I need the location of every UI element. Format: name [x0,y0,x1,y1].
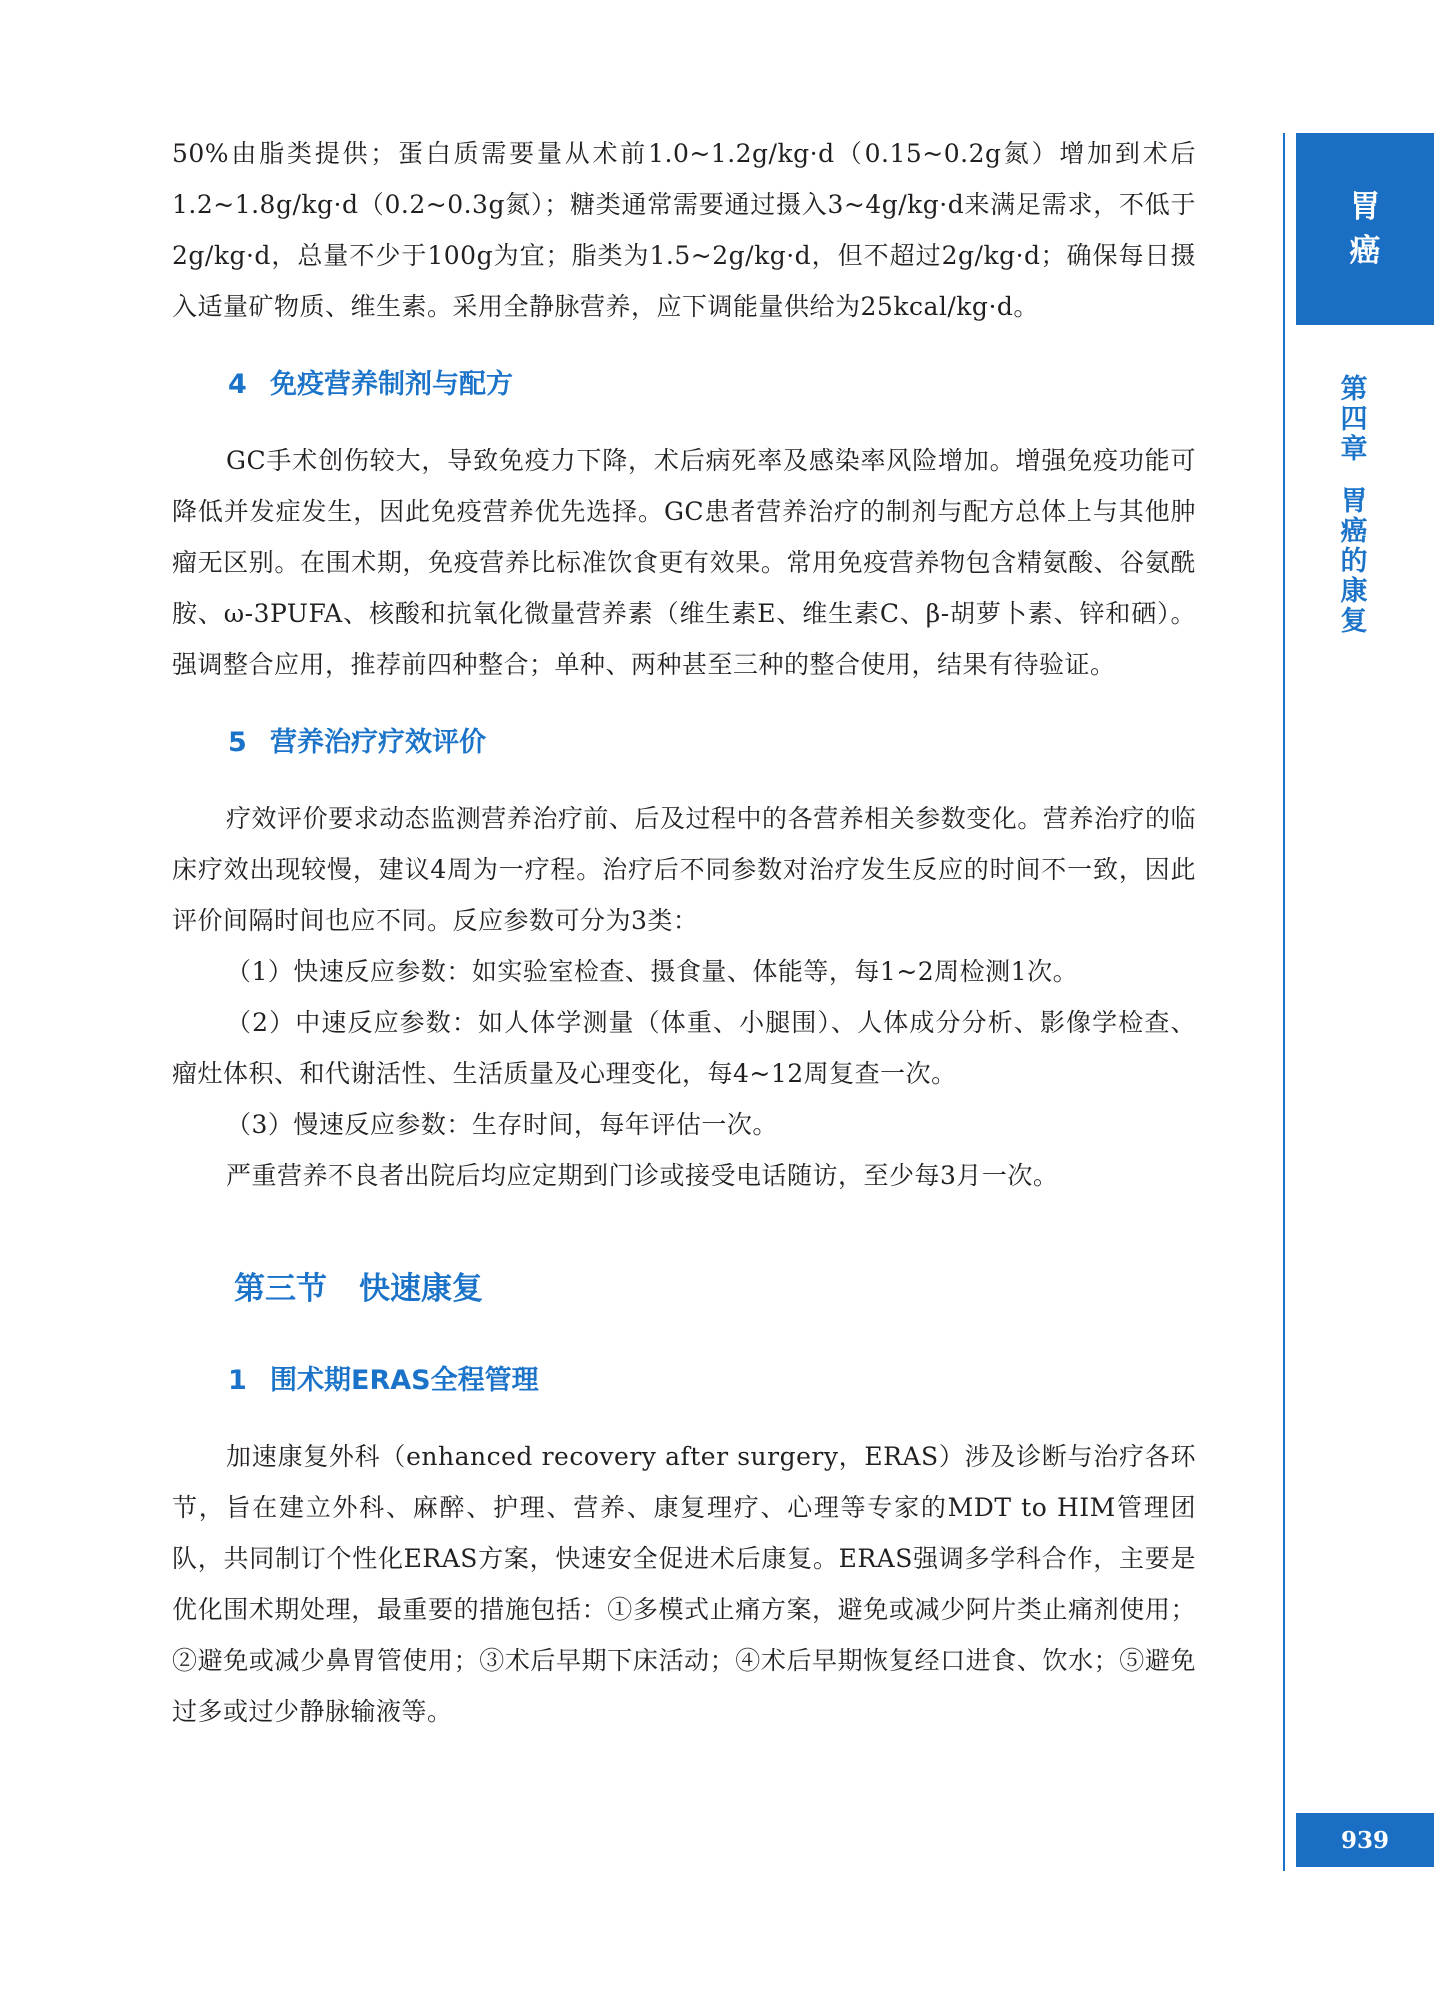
chapter-char: 康 [1340,576,1368,607]
section-heading [172,1259,1196,1319]
side-tab-line2: 癌 [1349,233,1381,269]
heading-title: 营养治疗疗效评价 [270,727,486,758]
chapter-char: 胃 [1340,486,1368,517]
side-tab-line1: 胃 [1349,189,1381,225]
chapter-char: 癌 [1340,516,1368,547]
heading-number: 4 [228,369,247,400]
sec5-closing: 严重营养不良者出院后均应定期到门诊或接受电话随访，至少每3月一次。 [226,1161,1059,1190]
chapter-char: 章 [1340,434,1368,465]
chapter-label [1336,375,1372,637]
heading-number: 1 [228,1365,247,1396]
side-tab [1296,133,1434,325]
sec1-body: 加速康复外科（enhanced recovery after surgery，ERAS）涉及诊断与治疗各环节，旨在建立外科、麻醉、护理、营养、康复理疗、心理等专家的MDT to HIM管理团队，共同制订个性化ERAS方案，快速安全促进术后康复。ERAS强调多学科合作，主要是优化围术期处理，最重要的措施包括：①多模式止痛方案，避免或减少阿片类止痛剂使用；②避免或减少鼻胃管使用；③术后早期下床活动；④术后早期恢复经口进食、饮水；⑤避免过多或过少静脉输液等。 [172,1442,1196,1726]
section-label: 第三节 [234,1271,327,1307]
sec5-item-3: （3）慢速反应参数：生存时间，每年评估一次。 [226,1110,778,1139]
main-text [172,128,1196,1737]
chapter-char: 第 [1340,374,1368,405]
intro-paragraph: 50%由脂类提供；蛋白质需要量从术前1.0~1.2g/kg·d（0.15~0.2g氮）增加到术后1.2~1.8g/kg·d（0.2~0.3g氮）；糖类通常需要通过摄入3~4g/kg·d来满足需求，不低于2g/kg·d，总量不少于100g为宜；脂类为1.5~2g/kg·d，但不超过2g/kg·d；确保每日摄入适量矿物质、维生素。采用全静脉营养，应下调能量供给为25kcal/kg·d。 [172,139,1196,321]
sec4-body: GC手术创伤较大，导致免疫力下降，术后病死率及感染率风险增加。增强免疫功能可降低并发症发生，因此免疫营养优先选择。GC患者营养治疗的制剂与配方总体上与其他肿瘤无区别。在围术期，免疫营养比标准饮食更有效果。常用免疫营养物包含精氨酸、谷氨酰胺、ω-3PUFA、核酸和抗氧化微量营养素（维生素E、维生素C、β-胡萝卜素、锌和硒）。强调整合应用，推荐前四种整合；单种、两种甚至三种的整合使用，结果有待验证。 [172,446,1196,679]
chapter-spacer [1336,465,1372,487]
page-number: 939 [1296,1813,1434,1867]
chapter-char: 四 [1340,404,1368,435]
section-title: 快速康复 [359,1271,483,1307]
heading-sec5 [172,717,1196,768]
margin-rule [1283,133,1285,1871]
chapter-char: 的 [1340,546,1368,577]
heading-title: 围术期ERAS全程管理 [270,1365,539,1396]
sec5-body: 疗效评价要求动态监测营养治疗前、后及过程中的各营养相关参数变化。营养治疗的临床疗效出现较慢，建议4周为一疗程。治疗后不同参数对治疗发生反应的时间不一致，因此评价间隔时间也应不同。反应参数可分为3类： [172,804,1196,935]
sec5-item-2: （2）中速反应参数：如人体学测量（体重、小腿围）、人体成分分析、影像学检查、瘤灶体积、和代谢活性、生活质量及心理变化，每4~12周复查一次。 [172,1008,1196,1088]
heading-sec4 [172,359,1196,410]
chapter-char: 复 [1340,606,1368,637]
heading-number: 5 [228,727,247,758]
heading-sec1 [172,1355,1196,1406]
sec5-item-1: （1）快速反应参数：如实验室检查、摄食量、体能等，每1~2周检测1次。 [226,957,1079,986]
heading-title: 免疫营养制剂与配方 [270,369,513,400]
